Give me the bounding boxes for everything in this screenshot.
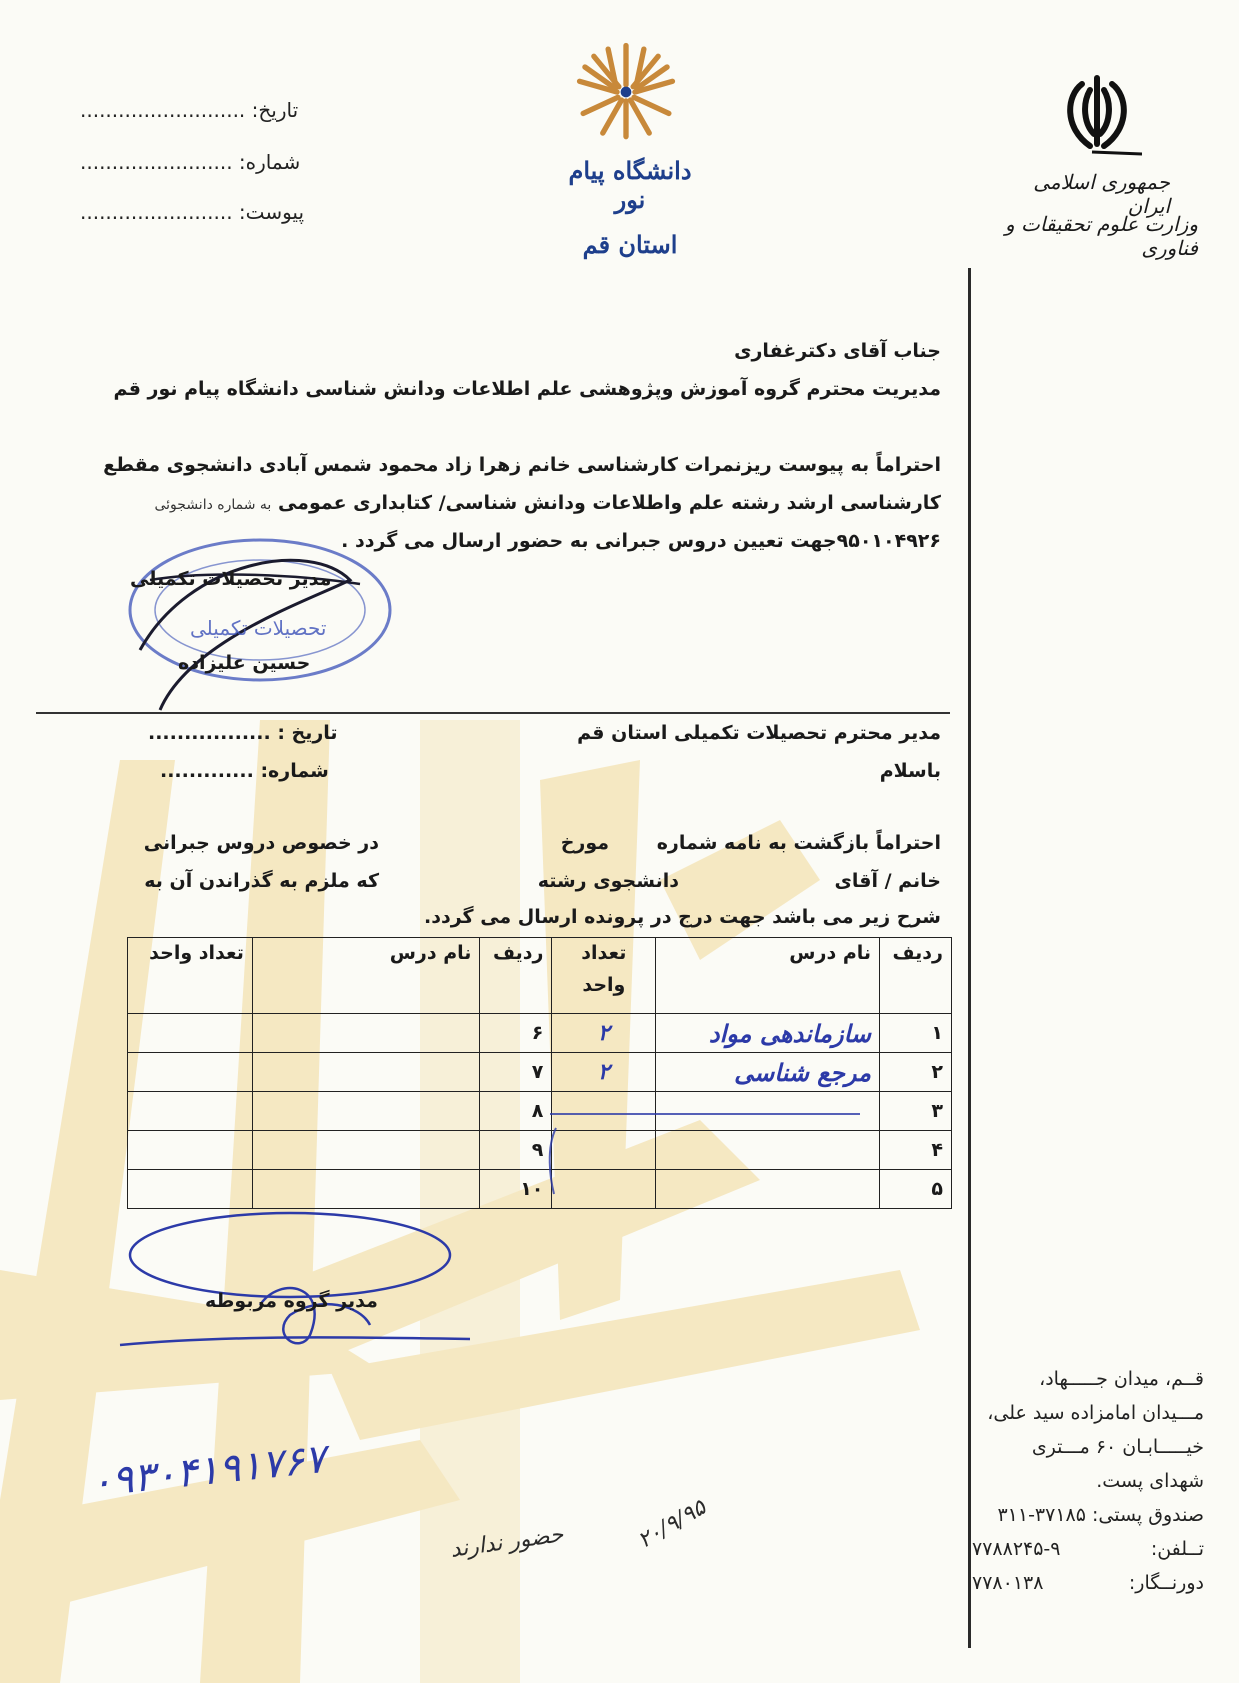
letter-body-line-2: کارشناسی ارشد رشته علم واطلاعات ودانش شناسی/ کتابداری عمومی به شماره دانشجوئی	[154, 492, 941, 514]
course-units	[128, 1131, 253, 1170]
row-number: ۹	[480, 1131, 552, 1170]
course-name	[252, 1170, 480, 1209]
header-units-1: تعداد واحد	[552, 938, 656, 1014]
table-row	[128, 1014, 952, 1053]
row-number: ۶	[480, 1014, 552, 1053]
university-name: دانشگاه پیام نور	[568, 156, 692, 214]
letter-body-line-3: ۹۵۰۱۰۴۹۲۶جهت تعیین دروس جبرانی به حضور ارسال می گردد .	[341, 530, 941, 552]
address-block: قــم، میدان جـــــهاد، مـــیدان امامزاده سید علی، خیـــــابـان ۶۰ مـــتری شهدای پست. صندوق پستی: ۳۷۱۸۵-۳۱۱ تــلفن: ۷۷۸۸۲۴۵-۹ دورنــگار: ۷۷۸۰۱۳۸	[972, 1368, 1204, 1594]
attachment-field: پیوست: ........................	[80, 200, 305, 224]
reply-line3: شرح زیر می باشد جهت درج در پرونده ارسال می گردد.	[424, 906, 941, 928]
reply-to: مدیر محترم تحصیلات تکمیلی استان قم	[577, 722, 941, 744]
course-name	[252, 1014, 480, 1053]
row-number: ۳	[880, 1092, 952, 1131]
handwritten-strike-line	[540, 1108, 870, 1198]
row-number: ۷	[480, 1053, 552, 1092]
row-number: ۸	[480, 1092, 552, 1131]
ministry-name: وزارت علوم تحقیقات و فناوری	[1004, 212, 1198, 260]
province-name: استان قم	[582, 230, 678, 259]
course-units	[128, 1170, 253, 1209]
reply-number-field: شماره: .............	[160, 760, 329, 782]
group-manager-label: مدیر گروه مربوطه	[205, 1290, 378, 1312]
header-units-2: تعداد واحد	[128, 938, 253, 1014]
handwritten-phone: ۰۹۳۰۴۱۹۱۷۶۷	[88, 1435, 329, 1507]
number-field: شماره: ........................	[80, 150, 301, 174]
handwritten-date: ۲۰/۹/۹۵	[633, 1495, 711, 1554]
header-row-1: ردیف	[880, 938, 952, 1014]
vertical-divider	[968, 268, 971, 1648]
course-name	[252, 1092, 480, 1131]
course-units: ۲	[552, 1014, 656, 1053]
row-number: ۱۰	[480, 1170, 552, 1209]
iran-emblem-icon	[1052, 72, 1142, 158]
section-divider	[36, 712, 950, 714]
date-field: تاریخ: ..........................	[80, 98, 299, 122]
row-number: ۵	[880, 1170, 952, 1209]
signatory-title: مدیر تحصیلات تکمیلی	[130, 568, 332, 590]
reply-line1-a: احتراماً بازگشت به نامه شماره	[656, 832, 941, 854]
reply-line1-c: در خصوص دروس جبرانی	[143, 832, 379, 854]
reply-line2-c: که ملزم به گذراندن آن به	[144, 870, 379, 892]
course-name: سازماندهی مواد	[656, 1014, 880, 1053]
header-course-2: نام درس	[252, 938, 480, 1014]
reply-greeting: باسلام	[879, 760, 941, 782]
course-units	[128, 1092, 253, 1131]
course-name: مرجع شناسی	[656, 1053, 880, 1092]
stamp-text: تحصیلات تکمیلی	[190, 616, 327, 640]
letter-addressee-title: مدیریت محترم گروه آموزش وپژوهشی علم اطلاعات ودانش شناسی دانشگاه پیام نور قم	[113, 378, 941, 400]
reply-line1-b: مورخ	[560, 832, 609, 854]
row-number: ۱	[880, 1014, 952, 1053]
signatory-name: حسین علیزاده	[178, 652, 311, 674]
reply-line2-a: خانم / آقای	[834, 870, 941, 892]
row-number: ۲	[880, 1053, 952, 1092]
course-units	[128, 1053, 253, 1092]
course-name	[252, 1053, 480, 1092]
letter-body-line-1: احتراماً به پیوست ریزنمرات کارشناسی خانم زهرا زاد محمود شمس آبادی دانشجوی مقطع	[103, 454, 941, 476]
course-units: ۲	[552, 1053, 656, 1092]
row-number: ۴	[880, 1131, 952, 1170]
handwritten-note: حضور ندارند	[448, 1522, 565, 1563]
header-course-1: نام درس	[656, 938, 880, 1014]
university-logo-icon	[570, 42, 682, 142]
group-manager-signature	[110, 1205, 480, 1355]
table-row	[128, 1053, 952, 1092]
letter-addressee: جناب آقای دکترغفاری	[734, 340, 941, 362]
header-row-2: ردیف	[480, 938, 552, 1014]
republic-name: جمهوری اسلامی ایران	[1033, 170, 1170, 218]
course-name	[252, 1131, 480, 1170]
course-units	[128, 1014, 253, 1053]
reply-line2-b: دانشجوی رشته	[537, 870, 679, 892]
reply-date-field: تاریخ : .................	[148, 722, 338, 744]
